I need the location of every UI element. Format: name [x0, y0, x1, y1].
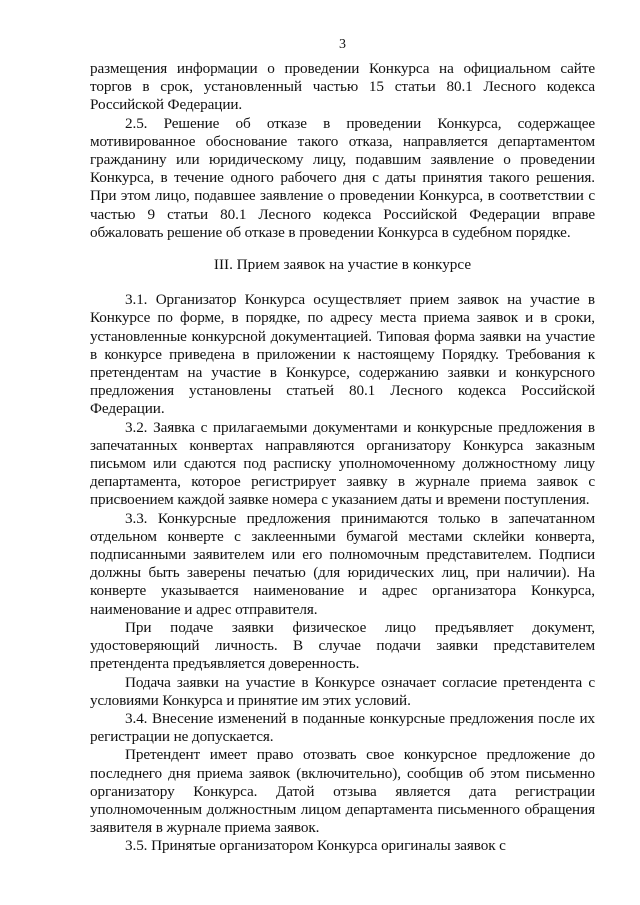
page-number: 3 — [339, 37, 346, 52]
paragraph-3-1: 3.1. Организатор Конкурса осуществляет прием заявок на участие в Конкурсе по форме, в порядке, по адресу места приема заявок и в сроки, установленные конкурсной документацией. Типовая форма заявки на участие в конкурсе приведена в приложении к настоящему Порядку. Требования к претендентам на участие в Конкурсе, содержанию заявки и конкурсного предложения установлены статьей 80.1 Лесного кодекса Российской Федерации. — [90, 291, 595, 418]
paragraph-identity-document: При подаче заявки физическое лицо предъявляет документ, удостоверяющий личность. В случае подачи заявки представителем претендента предъявляется доверенность. — [90, 618, 595, 673]
document-page — [90, 36, 595, 856]
paragraph-withdrawal: Претендент имеет право отозвать свое конкурсное предложение до последнего дня приема заявок (включительно), сообщив об этом письменно организатору Конкурса. Датой отзыва является дата регистрации уполномоченным должностным лицом департамента письменного обращения заявителя в журнале приема заявок. — [90, 746, 595, 837]
section-heading: III. Прием заявок на участие в конкурсе — [213, 256, 472, 274]
paragraph-3-3: 3.3. Конкурсные предложения принимаются только в запечатанном отдельном конверте с заклеенными бумагой местами склейки конверта, подписанными заявителем или его полномочным представителем. Подписи должны быть заверены печатью (для юридических лиц, при наличии). На конверте указывается наименование и адрес организатора Конкурса, наименование и адрес отправителя. — [90, 509, 595, 618]
paragraph-consent: Подача заявки на участие в Конкурсе означает согласие претендента с условиями Конкурса и принятие им этих условий. — [90, 673, 595, 709]
paragraph-2-5: 2.5. Решение об отказе в проведении Конкурса, содержащее мотивированное обоснование такого отказа, направляется департаментом гражданину или юридическому лицу, подавшим заявление о проведении Конкурса, в течение одного рабочего дня с даты принятия такого решения. При этом лицо, подавшее заявление о проведении Конкурса, в соответствии с частью 9 статьи 80.1 Лесного кодекса Российской Федерации вправе обжаловать решение об отказе в проведении Конкурса в судебном порядке. — [90, 114, 595, 241]
paragraph-3-2: 3.2. Заявка с прилагаемыми документами и конкурсные предложения в запечатанных конвертах направляются организатору Конкурса заказным письмом или сдаются под расписку уполномоченному должностному лицу департамента, которое регистрирует заявку в журнале приема заявок с присвоением каждой заявке номера с указанием даты и времени поступления. — [90, 418, 595, 509]
paragraph-continuation: размещения информации о проведении Конкурса на официальном сайте торгов в срок, установленный частью 15 статьи 80.1 Лесного кодекса Российской Федерации. — [90, 60, 595, 114]
paragraph-3-5: 3.5. Принятые организатором Конкурса оригиналы заявок с — [125, 837, 506, 855]
paragraph-3-4: 3.4. Внесение изменений в поданные конкурсные предложения после их регистрации не допускается. — [90, 709, 595, 746]
